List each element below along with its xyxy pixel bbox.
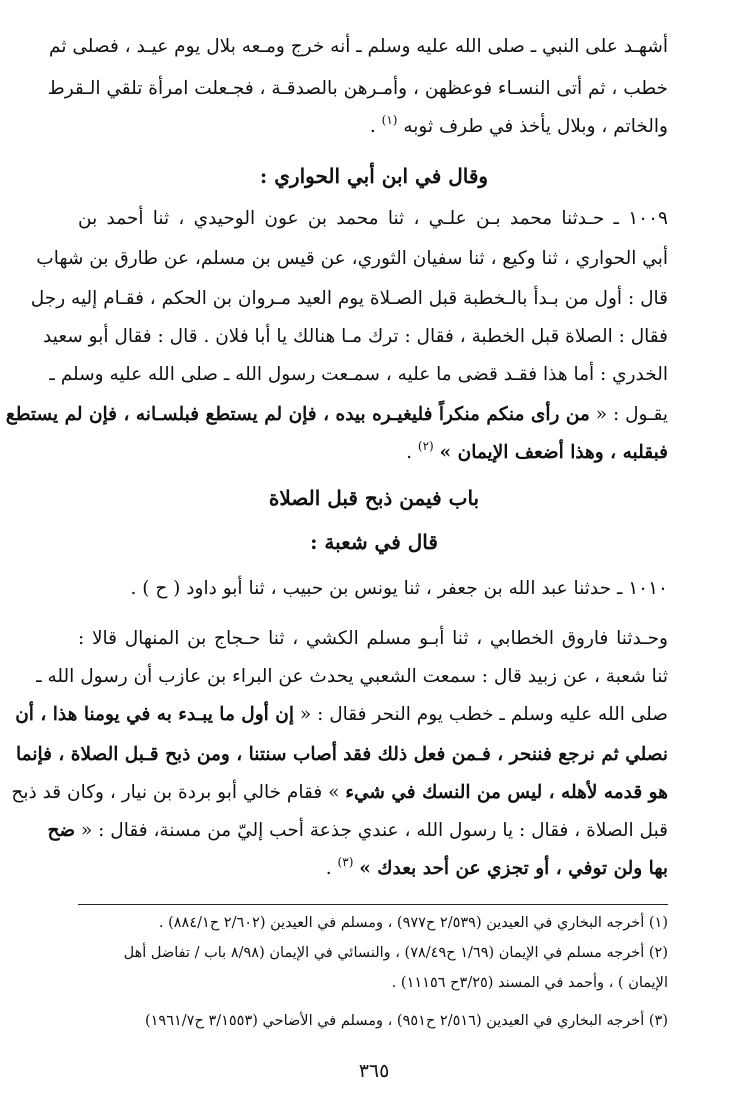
hadith-text: هو قدمه لأهله ، ليس من النسك في شيء bbox=[345, 782, 668, 803]
text-line bbox=[78, 855, 668, 879]
text-segment: . bbox=[406, 442, 413, 463]
text-segment: يقـول : « bbox=[595, 404, 668, 425]
text-line bbox=[5, 404, 668, 425]
text-line: ١٠١٠ ـ حدثنا عبد الله بن جعفر ، ثنا يونس بن حبيب ، ثنا أبو داود ( ح ) . bbox=[130, 578, 668, 599]
footnote-ref: (٢) bbox=[417, 439, 434, 453]
section-heading: وقال في ابن أبي الحواري : bbox=[259, 164, 489, 188]
hadith-text: بها ولن توفي ، أو تجزي عن أحد بعدك » bbox=[359, 858, 668, 879]
footnote-ref: (٣) bbox=[337, 855, 354, 869]
text-segment: قبل الصلاة ، فقال : يا رسول الله ، عندي جذعة أحب إليّ من مسنة، فقال : « bbox=[80, 820, 668, 841]
footnote: (٣) أخرجه البخاري في العيدين (٢/٥١٦ ح٩٥١) ، ومسلم في الأضاحي (٣/١٥٥٣ ح١٩٦١/٧) bbox=[144, 1013, 668, 1029]
text-line bbox=[78, 113, 668, 137]
text-line bbox=[11, 782, 668, 803]
footnote: الإيمان ) ، وأحمد في المسند (٣/٢٥ح ١١١٥٦) . bbox=[391, 975, 668, 991]
text-line: أشهـد على النبي ـ صلى الله عليه وسلم ـ أنه خرج ومـعه بلال يوم عيـد ، فصلى ثم bbox=[49, 36, 668, 57]
text-segment: . bbox=[369, 116, 376, 137]
text-line: الخدري : أما هذا فقـد قضى ما عليه ، سمـعت رسول الله ـ صلى الله عليه وسلم ـ bbox=[49, 364, 668, 385]
footnote-divider bbox=[78, 904, 668, 905]
hadith-text: من رأى منكم منكراً فليغيـره بيده ، فإن لم يستطع فبلسـانه ، فإن لم يستطع bbox=[5, 404, 590, 425]
text-segment: صلى الله عليه وسلم ـ خطب يوم النحر فقال : « bbox=[299, 704, 668, 725]
hadith-text: إن أول ما يبـدء به في يومنا هذا ، أن bbox=[15, 704, 294, 725]
text-segment: . bbox=[325, 858, 332, 879]
text-segment: والخاتم ، وبلال يأخذ في طرف ثوبه bbox=[403, 116, 668, 137]
text-line bbox=[47, 820, 668, 841]
footnote-ref: (١) bbox=[381, 113, 398, 127]
text-line: وحـدثنا فاروق الخطابي ، ثنا أبـو مسلم الكشي ، ثنا حـجاج بن المنهال قالا : bbox=[78, 628, 668, 649]
section-heading: قال في شعبة : bbox=[310, 530, 438, 554]
text-line: نصلي ثم نرجع فننحر ، فـمن فعل ذلك فقد أصاب سنتنا ، ومن ذبح قـبل الصلاة ، فإنما bbox=[15, 744, 668, 765]
chapter-heading: باب فيمن ذبح قبل الصلاة bbox=[268, 486, 480, 510]
text-line: فقال : الصلاة قبل الخطبة ، فقال : ترك مـا هنالك يا أبا فلان . قال : فقال أبو سعيد bbox=[43, 326, 668, 347]
text-line: ثنا شعبة ، عن زبيد قال : سمعت الشعبي يحدث عن البراء بن عازب أن رسول الله ـ bbox=[36, 666, 668, 687]
text-line bbox=[78, 439, 668, 463]
text-line: قال : أول من بـدأ بالـخطبة قبل الصـلاة يوم العيد مـروان بن الحكم ، فقـام إليه رجل bbox=[30, 288, 668, 309]
text-line: ١٠٠٩ ـ حـدثنا محمد بـن علـي ، ثنا محمد بن عون الوحيدي ، ثنا أحمد بن bbox=[78, 208, 668, 229]
page-number: ٣٦٥ bbox=[358, 1060, 390, 1082]
footnote: (٢) أخرجه مسلم في الإيمان (١/٦٩ ح٧٨/٤٩) ، والنسائي في الإيمان (٨/٩٨ باب / تفاضل أهل bbox=[123, 945, 668, 961]
text-line bbox=[15, 704, 668, 725]
text-line: خطب ، ثم أتى النسـاء فوعظهن ، وأمـرهن بالصدقـة ، فجـعلت امرأة تلقي الـقرط bbox=[47, 78, 668, 99]
text-line: أبي الحواري ، ثنا وكيع ، ثنا سفيان الثوري، عن قيس بن مسلم، عن طارق بن شهاب bbox=[36, 248, 668, 269]
footnote: (١) أخرجه البخاري في العيدين (٢/٥٣٩ ح٩٧٧) ، ومسلم في العيدين (٢/٦٠٢ ح٨٨٤/١) . bbox=[158, 915, 668, 931]
hadith-text: ضح bbox=[47, 820, 76, 841]
text-segment: » فقام خالي أبو بردة بن نيار ، وكان قد ذبح bbox=[11, 782, 340, 803]
hadith-text: فبقلبه ، وهذا أضعف الإيمان » bbox=[439, 442, 668, 463]
